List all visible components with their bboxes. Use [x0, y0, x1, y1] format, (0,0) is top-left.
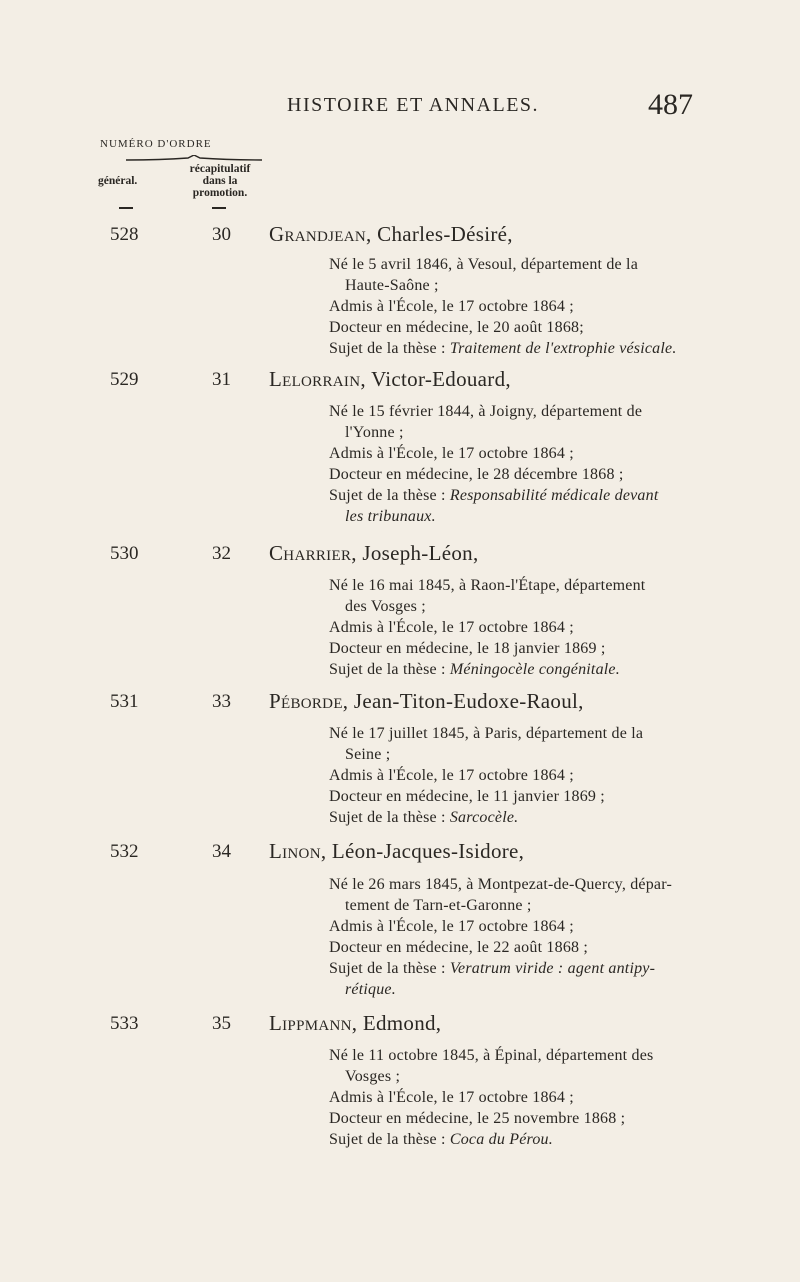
birth-line: Né le 5 avril 1846, à Vesoul, département de la — [329, 256, 639, 273]
running-head — [0, 88, 800, 128]
thesis-title: Coca du Pérou. — [449, 1131, 553, 1148]
birth-line: Né le 17 juillet 1845, à Paris, département de la — [329, 725, 644, 742]
person-name: Lelorrain, Victor-Edouard, — [269, 367, 511, 391]
thesis-line: Sujet de la thèse : Responsabilité médicale devant — [329, 487, 659, 504]
admission-line: Admis à l'École, le 17 octobre 1864 ; — [329, 1089, 574, 1106]
birth-line: Né le 11 octobre 1845, à Épinal, département des — [329, 1047, 654, 1064]
thesis-title: Sarcocèle. — [449, 809, 519, 826]
admission-line: Admis à l'École, le 17 octobre 1864 ; — [329, 298, 574, 315]
birth-line-cont: l'Yonne ; — [345, 424, 404, 441]
person-name: Lippmann, Edmond, — [269, 1011, 442, 1035]
thesis-line: Sujet de la thèse : Traitement de l'extrophie vésicale. — [329, 340, 677, 357]
doctorate-line: Docteur en médecine, le 20 août 1868; — [329, 319, 584, 336]
column-header-recap: récapitulatif dans la promotion. — [189, 163, 251, 199]
column-divider-dash — [212, 207, 226, 209]
person-name: Linon, Léon-Jacques-Isidore, — [269, 839, 525, 863]
thesis-line: Sujet de la thèse : Coca du Pérou. — [329, 1131, 553, 1148]
general-number: 529 — [110, 369, 139, 390]
running-title: HISTOIRE ET ANNALES. — [287, 94, 540, 116]
birth-line-cont: Seine ; — [345, 746, 391, 763]
column-header-general: général. — [98, 175, 138, 187]
birth-line: Né le 16 mai 1845, à Raon-l'Étape, département — [329, 577, 646, 594]
thesis-line: Sujet de la thèse : Sarcocèle. — [329, 809, 519, 826]
admission-line: Admis à l'École, le 17 octobre 1864 ; — [329, 619, 574, 636]
recap-number: 33 — [212, 691, 231, 712]
thesis-title: Méningocèle congénitale. — [449, 661, 620, 678]
thesis-line: Sujet de la thèse : Méningocèle congénitale. — [329, 661, 620, 678]
recap-number: 31 — [212, 369, 231, 390]
admission-line: Admis à l'École, le 17 octobre 1864 ; — [329, 767, 574, 784]
page-number: 487 — [648, 88, 693, 121]
birth-line: Né le 15 février 1844, à Joigny, département de — [329, 403, 643, 420]
recap-number: 30 — [212, 224, 231, 245]
birth-line-cont: Haute-Saône ; — [345, 277, 439, 294]
person-name: Grandjean, Charles-Désiré, — [269, 222, 513, 246]
person-name: Charrier, Joseph-Léon, — [269, 541, 479, 565]
doctorate-line: Docteur en médecine, le 11 janvier 1869 ; — [329, 788, 605, 805]
doctorate-line: Docteur en médecine, le 22 août 1868 ; — [329, 939, 589, 956]
birth-line-cont: tement de Tarn-et-Garonne ; — [345, 897, 532, 914]
doctorate-line: Docteur en médecine, le 25 novembre 1868 ; — [329, 1110, 626, 1127]
brace-icon — [126, 155, 262, 161]
birth-line-cont: Vosges ; — [345, 1068, 401, 1085]
person-name: Péborde, Jean-Titon-Eudoxe-Raoul, — [269, 689, 584, 713]
birth-line-cont: des Vosges ; — [345, 598, 426, 615]
general-number: 528 — [110, 224, 139, 245]
admission-line: Admis à l'École, le 17 octobre 1864 ; — [329, 918, 574, 935]
thesis-title: Responsabilité médicale devant — [449, 487, 659, 504]
admission-line: Admis à l'École, le 17 octobre 1864 ; — [329, 445, 574, 462]
recap-number: 32 — [212, 543, 231, 564]
thesis-title: Traitement de l'extrophie vésicale. — [449, 340, 677, 357]
thesis-title: Veratrum viride : agent antipy- — [449, 960, 656, 977]
thesis-title-cont: rétique. — [345, 981, 396, 998]
column-header-title: NUMÉRO D'ORDRE — [100, 138, 212, 150]
general-number: 531 — [110, 691, 139, 712]
thesis-title-cont: les tribunaux. — [345, 508, 436, 525]
general-number: 530 — [110, 543, 139, 564]
general-number: 533 — [110, 1013, 139, 1034]
column-divider-dash — [119, 207, 133, 209]
doctorate-line: Docteur en médecine, le 28 décembre 1868 ; — [329, 466, 624, 483]
thesis-line: Sujet de la thèse : Veratrum viride : agent antipy- — [329, 960, 656, 977]
doctorate-line: Docteur en médecine, le 18 janvier 1869 ; — [329, 640, 606, 657]
birth-line: Né le 26 mars 1845, à Montpezat-de-Quercy, dépar- — [329, 876, 672, 893]
recap-number: 34 — [212, 841, 231, 862]
general-number: 532 — [110, 841, 139, 862]
recap-number: 35 — [212, 1013, 231, 1034]
